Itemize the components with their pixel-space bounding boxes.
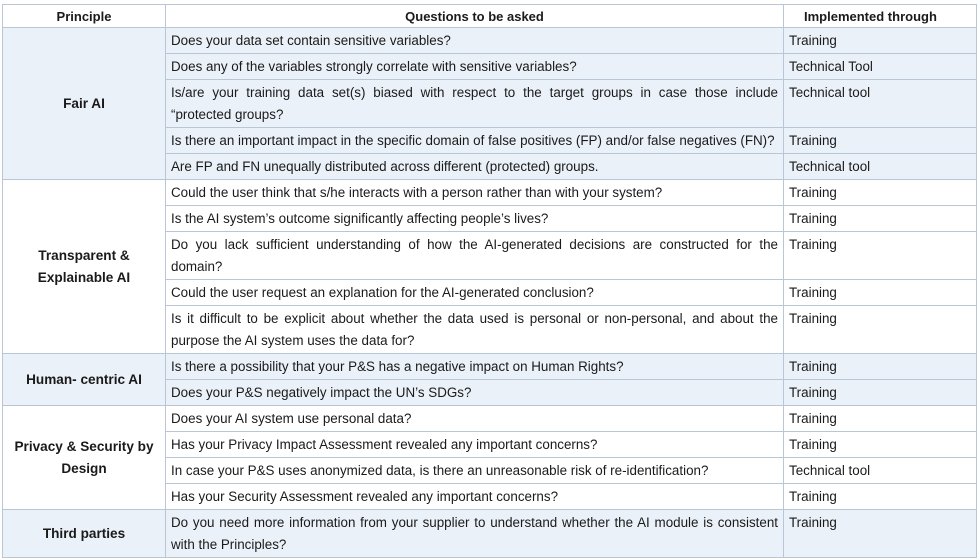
question-cell: In case your P&S uses anonymized data, is there an unreasonable risk of re-identification? [166,458,784,484]
implemented-cell: Training [784,206,977,232]
implemented-cell: Technical tool [784,80,977,128]
principle-transparent-explainable-ai: Transparent & Explainable AI [3,180,166,354]
question-cell: Has your Security Assessment revealed any important concerns? [166,484,784,510]
question-cell: Do you lack sufficient understanding of how the AI-generated decisions are constructed for the domain? [166,232,784,280]
question-cell: Is there a possibility that your P&S has a negative impact on Human Rights? [166,354,784,380]
header-principle: Principle [3,5,166,28]
principle-third-parties: Third parties [3,510,166,558]
question-cell: Is/are your training data set(s) biased with respect to the target groups in case those include “protected groups? [166,80,784,128]
implemented-cell: Training [784,510,977,558]
implemented-cell: Training [784,354,977,380]
table-row [3,510,977,558]
principle-privacy-security-by-design: Privacy & Security by Design [3,406,166,510]
implemented-cell: Training [784,432,977,458]
question-cell: Could the user request an explanation for the AI-generated conclusion? [166,280,784,306]
table-row [3,354,977,380]
implemented-cell: Training [784,180,977,206]
implemented-cell: Training [784,28,977,54]
implemented-cell: Training [784,380,977,406]
question-cell: Does your data set contain sensitive variables? [166,28,784,54]
question-cell: Does your AI system use personal data? [166,406,784,432]
question-cell: Has your Privacy Impact Assessment revealed any important concerns? [166,432,784,458]
table-body [3,28,977,558]
question-cell: Do you need more information from your supplier to understand whether the AI module is consistent with the Principles? [166,510,784,558]
question-cell: Does any of the variables strongly correlate with sensitive variables? [166,54,784,80]
header-questions: Questions to be asked [166,5,784,28]
table-row [3,406,977,432]
question-cell: Is it difficult to be explicit about whether the data used is personal or non-personal, and about the purpose the AI system uses the data for? [166,306,784,354]
implemented-cell: Training [784,306,977,354]
question-cell: Is the AI system’s outcome significantly affecting people’s lives? [166,206,784,232]
implemented-cell: Technical Tool [784,54,977,80]
implemented-cell: Training [784,128,977,154]
question-cell: Are FP and FN unequally distributed across different (protected) groups. [166,154,784,180]
principle-fair-ai: Fair AI [3,28,166,180]
implemented-cell: Training [784,406,977,432]
implemented-cell: Training [784,280,977,306]
question-cell: Does your P&S negatively impact the UN’s SDGs? [166,380,784,406]
header-row [3,5,977,28]
question-cell: Could the user think that s/he interacts with a person rather than with your system? [166,180,784,206]
implemented-cell: Training [784,232,977,280]
implemented-cell: Technical tool [784,458,977,484]
header-implemented: Implemented through [784,5,977,28]
table-row [3,180,977,206]
principles-table [2,4,977,558]
question-cell: Is there an important impact in the specific domain of false positives (FP) and/or false negatives (FN)? [166,128,784,154]
implemented-cell: Technical tool [784,154,977,180]
table-row [3,28,977,54]
implemented-cell: Training [784,484,977,510]
principle-human-centric-ai: Human- centric AI [3,354,166,406]
